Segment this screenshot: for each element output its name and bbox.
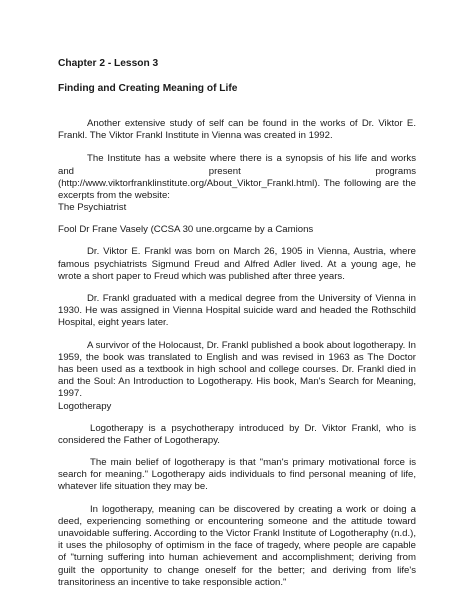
psychiatrist-paragraph-3: A survivor of the Holocaust, Dr. Frankl published a book about logotherapy. In 1959, the book was translated to English and was revised in 1963 as The Doctor has been used as a textbook in high school and college courses. Dr. Frankl died in and the Soul: An Introduction to Logotherapy. His book, Man's Search for Meaning, 1997.	[58, 339, 416, 400]
logotherapy-paragraph-3: In logotherapy, meaning can be discovered by creating a work or doing a deed, experiencing something or encountering someone and the attitude toward unavoidable suffering. According to the Victor Frankl Institute of Logotheraphy (n.d.), it uses the philosophy of optimism in the face of tragedy, where people are capable of "turning suffering into human achievement and accomplishment; deriving from guilt the opportunity to change oneself for the better; and deriving from life's transitoriness an incentive to take responsible action."	[58, 503, 416, 588]
section-title-logotherapy: Logotherapy	[58, 400, 112, 412]
psychiatrist-paragraph-2: Dr. Frankl graduated with a medical degree from the University of Vienna in 1930. He was assigned in Vienna Hospital suicide ward and headed the Rothschild Hospital, eight years later.	[58, 293, 416, 329]
psychiatrist-paragraph-1: Dr. Viktor E. Frankl was born on March 26, 1905 in Vienna, Austria, where famous psychiatrists Sigmund Freud and Alfred Adler lived. At a young age, he wrote a short paper to Freud which was published after three years.	[58, 246, 416, 282]
logotherapy-paragraph-1: Logotherapy is a psychotherapy introduced by Dr. Viktor Frankl, who is considered the Father of Logotherapy.	[58, 422, 416, 446]
intro-paragraph-2: The Institute has a website where there is a synopsis of his life and works and present programs (http://www.viktorfranklinstitute.org/About_Viktor_Frankl.html). The following are the excerpts from the website:	[58, 153, 416, 202]
photo-credit-line: Fool Dr Frane Vasely (CCSA 30 une.orgcame by a Camions	[58, 224, 314, 236]
intro-paragraph-1: Another extensive study of self can be found in the works of Dr. Viktor E. Frankl. The Viktor Frankl Institute in Vienna was created in 1992.	[58, 118, 416, 142]
lesson-title: Finding and Creating Meaning of Life	[58, 83, 238, 94]
logotherapy-paragraph-2: The main belief of logotherapy is that "man's primary motivational force is search for meaning." Logotherapy aids individuals to find personal meaning of life, whatever life situation they may be.	[58, 457, 416, 493]
section-title-psychiatrist: The Psychiatrist	[58, 202, 127, 214]
chapter-title: Chapter 2 - Lesson 3	[58, 58, 159, 69]
